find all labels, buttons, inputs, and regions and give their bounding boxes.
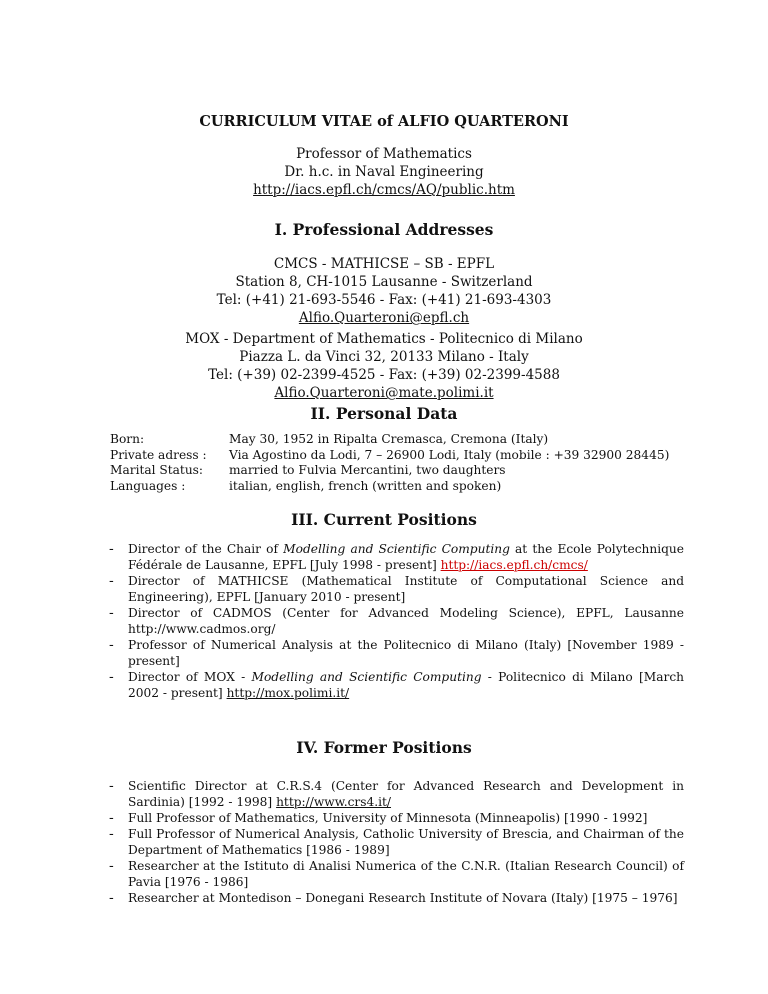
section-heading-current: III. Current Positions: [291, 510, 477, 529]
bullet-dash: -: [109, 605, 114, 621]
address-polimi: [0, 330, 768, 402]
list-item: - Scientific Director at C.R.S.4 (Center for Advanced Research and Development in Sardinia) [1992 - 1998] http://www.crs4.it/: [109, 778, 684, 809]
personal-data-row: [110, 479, 669, 495]
bullet-dash: -: [109, 778, 114, 794]
homepage-link[interactable]: http://iacs.epfl.ch/cmcs/AQ/public.htm: [253, 182, 515, 198]
bullet-dash: -: [109, 637, 114, 653]
address-line: MOX - Department of Mathematics - Politecnico di Milano: [185, 331, 583, 347]
list-item: - Full Professor of Mathematics, University of Minnesota (Minneapolis) [1990 - 1992]: [109, 810, 648, 826]
list-item: - Researcher at Montedison – Donegani Research Institute of Novara (Italy) [1975 – 1976]: [109, 890, 678, 907]
address-epfl: [0, 255, 768, 327]
field-label: Born:: [110, 432, 145, 446]
personal-data-row: [110, 432, 669, 448]
email-epfl-link[interactable]: Alfio.Quarteroni@epfl.ch: [298, 310, 470, 326]
personal-data-row: [110, 448, 669, 464]
list-item: - Professor of Numerical Analysis at the Politecnico di Milano (Italy) [November 1989 - present]: [109, 637, 684, 668]
role-line: Professor of Mathematics: [296, 146, 472, 162]
section-heading-personal: II. Personal Data: [310, 404, 458, 423]
field-label: Marital Status:: [110, 463, 204, 477]
section-heading-former: IV. Former Positions: [296, 738, 472, 757]
honor-line: Dr. h.c. in Naval Engineering: [284, 164, 484, 180]
personal-data-row: [110, 463, 669, 479]
crs4-link[interactable]: http://www.crs4.it/: [276, 794, 392, 809]
list-item: - Director of MOX - Modelling and Scientific Computing - Politecnico di Milano [March 2002 - present] http://mox.polimi.it/: [109, 669, 684, 700]
list-item: - Director of the Chair of Modelling and Scientific Computing at the Ecole Polytechnique Fédérale de Lausanne, EPFL [July 1998 - present] http://iacs.epfl.ch/cmcs/: [109, 541, 684, 572]
mox-link[interactable]: http://mox.polimi.it/: [226, 685, 350, 700]
cmcs-link[interactable]: http://iacs.epfl.ch/cmcs/: [440, 557, 588, 572]
email-polimi-link[interactable]: Alfio.Quarteroni@mate.polimi.it: [274, 385, 494, 401]
bullet-dash: -: [109, 858, 114, 875]
address-line: CMCS - MATHICSE – SB - EPFL: [273, 256, 495, 272]
bullet-dash: -: [109, 810, 114, 826]
list-item: - Researcher at the Istituto di Analisi Numerica of the C.N.R. (Italian Research Council) of Pavia [1976 - 1986]: [109, 858, 684, 889]
current-positions-list: [110, 542, 684, 701]
list-item: - Full Professor of Numerical Analysis, Catholic University of Brescia, and Chairman of the Department of Mathematics [1986 - 1989]: [109, 826, 684, 857]
document-title: CURRICULUM VITAE of ALFIO QUARTERONI: [199, 113, 569, 130]
field-value: italian, english, french (written and spoken): [229, 478, 502, 493]
section-heading-addresses: I. Professional Addresses: [274, 220, 494, 239]
bullet-dash: -: [109, 890, 114, 907]
address-line: Piazza L. da Vinci 32, 20133 Milano - Italy: [239, 349, 529, 365]
bullet-dash: -: [109, 541, 114, 557]
field-label: Languages :: [110, 478, 186, 493]
field-value: May 30, 1952 in Ripalta Cremasca, Cremona (Italy): [229, 432, 549, 446]
former-positions-list: [110, 779, 684, 907]
address-line: Tel: (+41) 21-693-5546 - Fax: (+41) 21-693-4303: [216, 292, 552, 308]
list-item: - Director of CADMOS (Center for Advanced Modeling Science), EPFL, Lausanne http://www.cadmos.org/: [109, 605, 684, 636]
field-value: married to Fulvia Mercantini, two daughters: [229, 463, 506, 477]
address-line: Station 8, CH-1015 Lausanne - Switzerland: [235, 274, 533, 290]
address-line: Tel: (+39) 02-2399-4525 - Fax: (+39) 02-2399-4588: [208, 367, 560, 383]
bullet-dash: -: [109, 669, 114, 685]
list-item: - Director of MATHICSE (Mathematical Institute of Computational Science and Engineering), EPFL [January 2010 - present]: [109, 573, 684, 604]
personal-data-table: [110, 432, 669, 494]
bullet-dash: -: [109, 826, 114, 843]
field-label: Private adress :: [110, 447, 207, 462]
field-value: Via Agostino da Lodi, 7 – 26900 Lodi, Italy (mobile : +39 32900 28445): [229, 447, 670, 462]
bullet-dash: -: [109, 573, 114, 589]
